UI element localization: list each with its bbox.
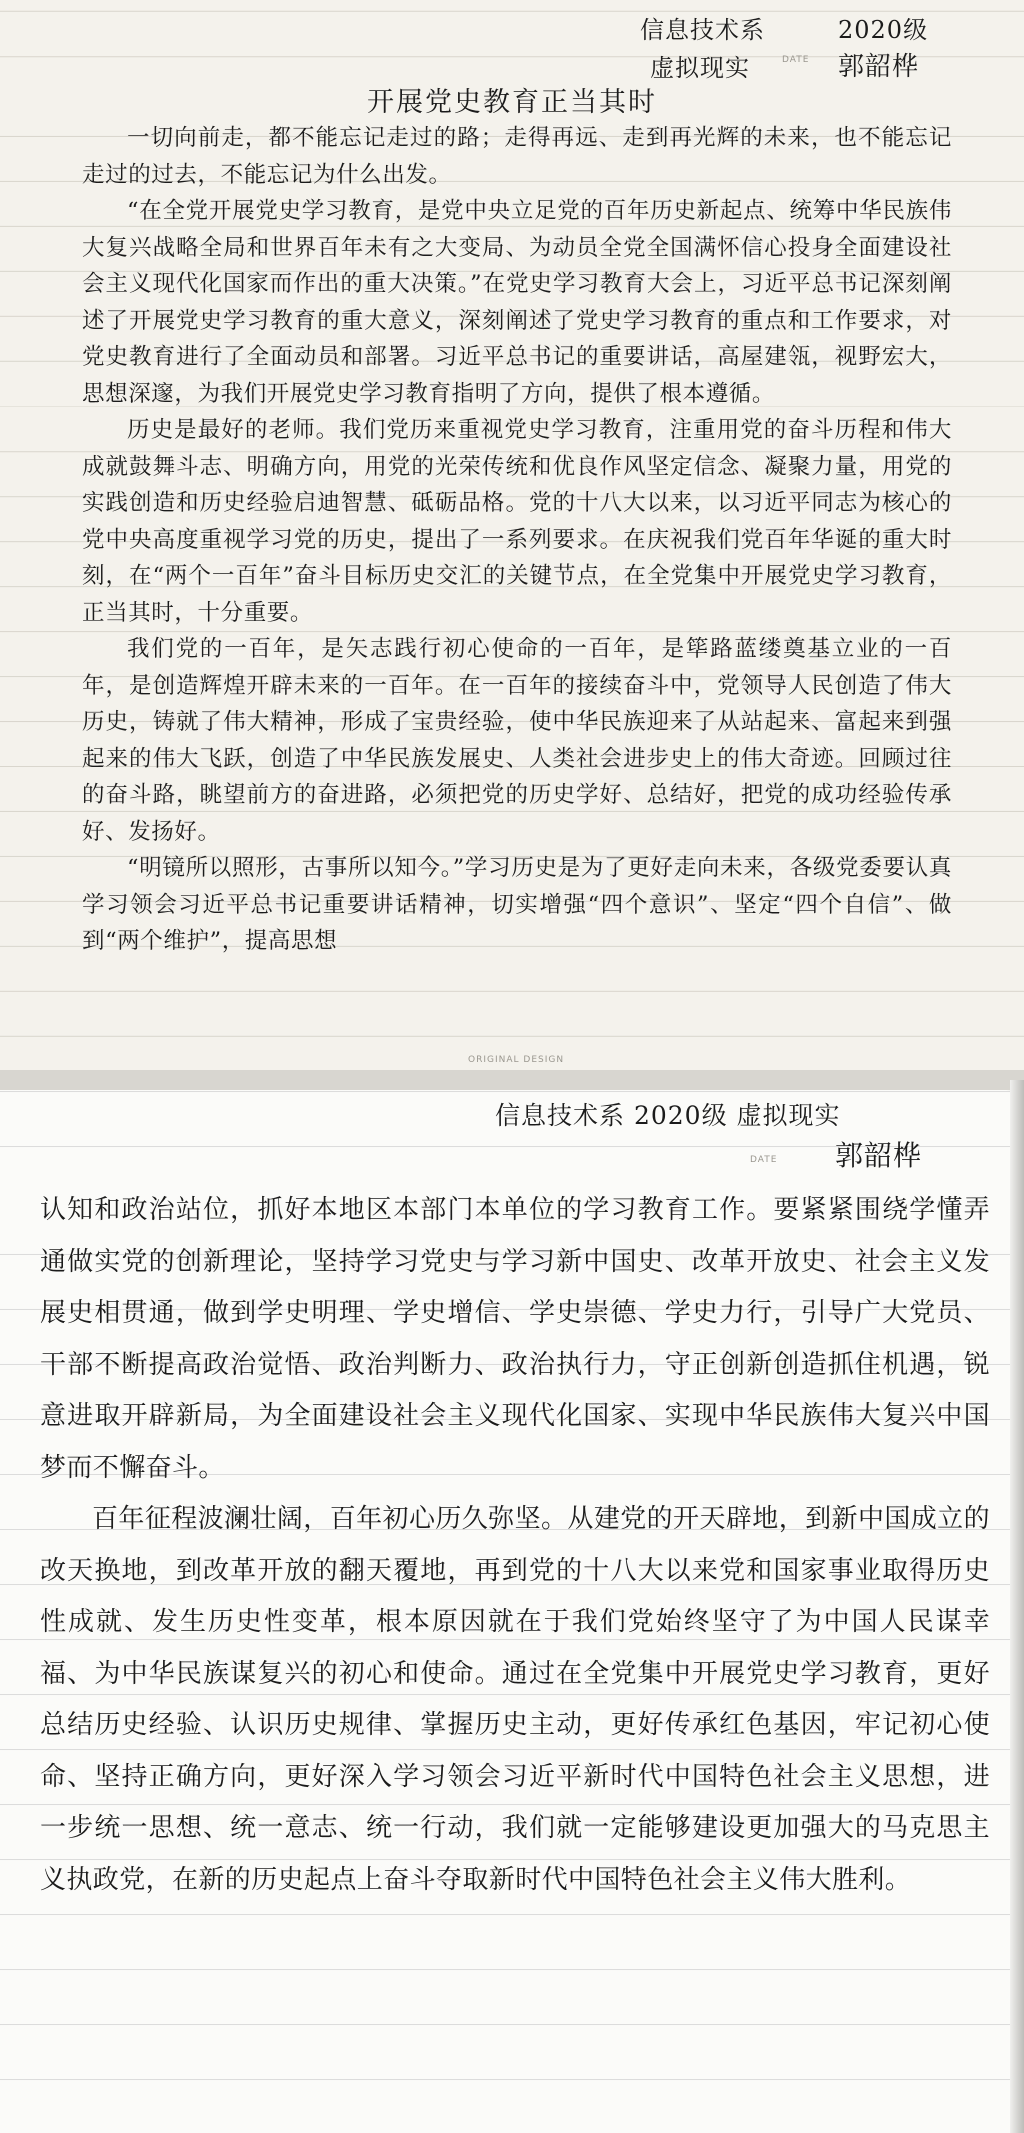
paragraph: “在全党开展党史学习教育，是党中央立足党的百年历史新起点、统筹中华民族伟大复兴战略全局和世界百年未有之大变局、为动员全党全国满怀信心投身全面建设社会主义现代化国家而作出的重大决策。”在党史学习教育大会上，习近平总书记深刻阐述了开展党史学习教育的重大意义，深刻阐述了党史学习教育的重点和工作要求，对党史教育进行了全面动员和部署。习近平总书记的重要讲话，高屋建瓴，视野宏大，思想深邃，为我们开展党史学习教育指明了方向，提供了根本遵循。	[82, 198, 952, 407]
paragraph: 认知和政治站位，抓好本地区本部门本单位的学习教育工作。要紧紧围绕学懂弄通做实党的创新理论，坚持学习党史与学习新中国史、改革开放史、社会主义发展史相贯通，做到学史明理、学史增信、学史崇德、学史力行，引导广大党员、干部不断提高政治觉悟、政治判断力、政治执行力，守正创新创造抓住机遇，锐意进取开辟新局，为全面建设社会主义现代化国家、实现中华民族伟大复兴中国梦而不懈奋斗。	[40, 1195, 990, 1483]
header-line: 信息技术系 2020级 虚拟现实	[495, 1101, 841, 1130]
paragraph: 一切向前走，都不能忘记走过的路；走得再远、走到再光辉的未来，也不能忘记走过的过去，不能忘记为什么出发。	[82, 125, 952, 188]
essay-title: 开展党史教育正当其时	[367, 87, 657, 118]
page2-body	[40, 1185, 990, 1906]
notebook-page-2	[0, 1090, 1024, 2133]
date-label: DATE	[750, 1155, 778, 1165]
footer-mark: ORIGINAL DESIGN	[468, 1055, 565, 1065]
paragraph: “明镜所以照形，古事所以知今。”学习历史是为了更好走向未来，各级党委要认真学习领会习近平总书记重要讲话精神，切实增强“四个意识”、坚定“四个自信”、做到“两个维护”，提高思想	[82, 855, 952, 954]
paragraph: 历史是最好的老师。我们党历来重视党史学习教育，注重用党的奋斗历程和伟大成就鼓舞斗志、明确方向，用党的光荣传统和优良作风坚定信念、凝聚力量，用党的实践创造和历史经验启迪智慧、砥砺品格。党的十八大以来，以习近平同志为核心的党中央高度重视学习党的历史，提出了一系列要求。在庆祝我们党百年华诞的重大时刻，在“两个一百年”奋斗目标历史交汇的关键节点，在全党集中开展党史学习教育，正当其时，十分重要。	[82, 417, 952, 626]
header-department: 信息技术系	[640, 16, 765, 44]
header-major: 虚拟现实	[650, 54, 750, 82]
page-edge-shadow	[1010, 1080, 1024, 2133]
page-gap	[0, 1070, 1024, 1090]
page1-body	[82, 120, 952, 960]
paragraph: 我们党的一百年，是矢志践行初心使命的一百年，是筚路蓝缕奠基立业的一百年，是创造辉煌开辟未来的一百年。在一百年的接续奋斗中，党领导人民创造了伟大历史，铸就了伟大精神，形成了宝贵经验，使中华民族迎来了从站起来、富起来到强起来的伟大飞跃，创造了中华民族发展史、人类社会进步史上的伟大奇迹。回顾过往的奋斗路，眺望前方的奋进路，必须把党的历史学好、总结好，把党的成功经验传承好、发扬好。	[82, 636, 952, 845]
header-name: 郭韶桦	[835, 1139, 923, 1172]
paragraph: 百年征程波澜壮阔，百年初心历久弥坚。从建党的开天辟地，到新中国成立的改天换地，到改革开放的翻天覆地，再到党的十八大以来党和国家事业取得历史性成就、发生历史性变革，根本原因就在于我们党始终坚守了为中国人民谋幸福、为中华民族谋复兴的初心和使命。通过在全党集中开展党史学习教育，更好总结历史经验、认识历史规律、掌握历史主动，更好传承红色基因，牢记初心使命、坚持正确方向，更好深入学习领会习近平新时代中国特色社会主义思想，进一步统一思想、统一意志、统一行动，我们就一定能够建设更加强大的马克思主义执政党，在新的历史起点上奋斗夺取新时代中国特色社会主义伟大胜利。	[40, 1504, 990, 1895]
header-name: 郭韶桦	[838, 52, 920, 82]
date-label: DATE	[782, 55, 810, 65]
header-grade: 2020级	[838, 16, 929, 44]
